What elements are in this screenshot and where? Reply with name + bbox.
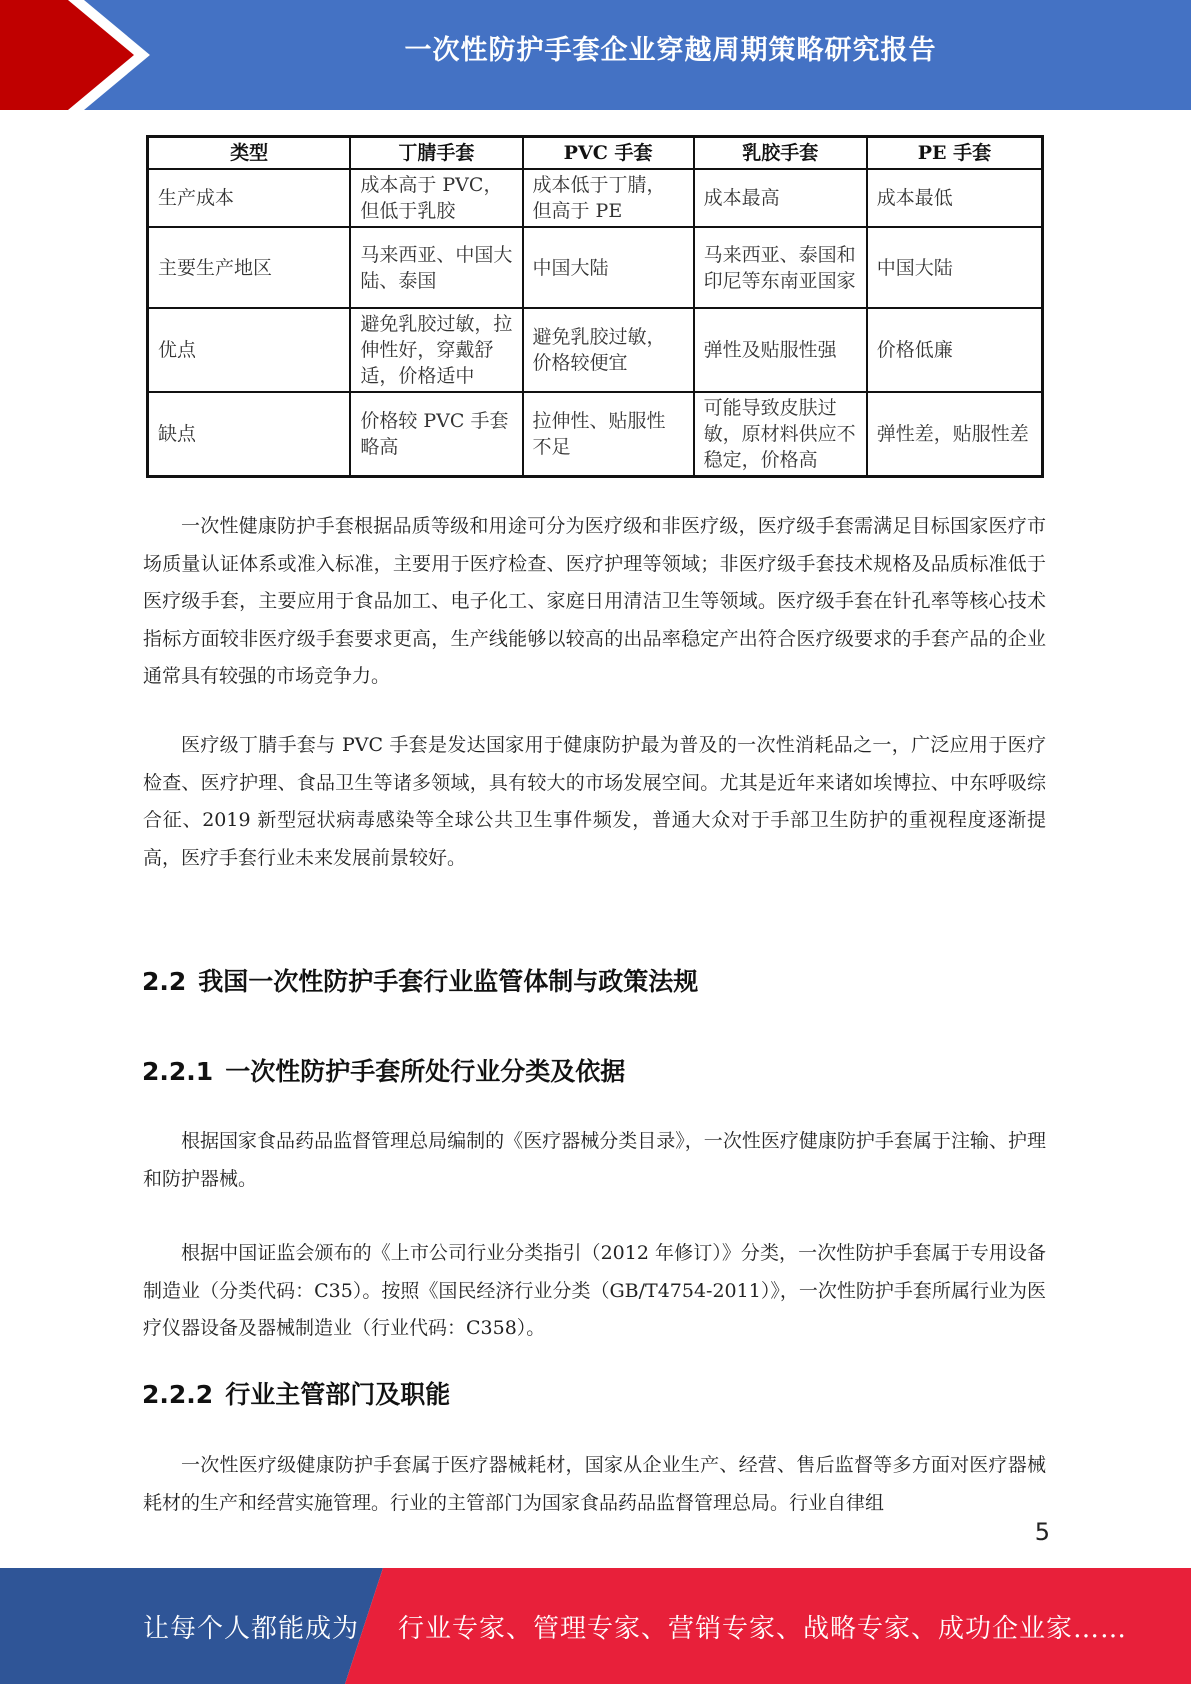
table-header-cell: PE 手套 xyxy=(867,137,1043,170)
table-cell: 成本高于 PVC，但低于乳胶 xyxy=(350,169,522,227)
table-header-cell: 丁腈手套 xyxy=(350,137,522,170)
table-cell: 成本最高 xyxy=(694,169,867,227)
table-row xyxy=(148,308,1043,392)
table-cell: 弹性差，贴服性差 xyxy=(867,392,1043,477)
table-cell: 马来西亚、中国大陆、泰国 xyxy=(350,227,522,308)
section-number: 2.2 xyxy=(142,967,187,996)
section-heading-2-2-2 xyxy=(142,1375,450,1411)
table-header-row xyxy=(148,137,1043,170)
footer-slogan-right: 行业专家、管理专家、营销专家、战略专家、成功企业家…… xyxy=(398,1614,1128,1644)
paragraph-market-outlook: 医疗级丁腈手套与 PVC 手套是发达国家用于健康防护最为普及的一次性消耗品之一，广泛应用于医疗检查、医疗护理、食品卫生等诸多领域，具有较大的市场发展空间。尤其是近年来诸如埃博拉、中东呼吸综合征、2019 新型冠状病毒感染等全球公共卫生事件频发，普通大众对于手部卫生防护的重视程度逐渐提高，医疗手套行业未来发展前景较好。 xyxy=(143,734,1046,869)
glove-comparison-table xyxy=(146,135,1044,478)
table-cell: 中国大陆 xyxy=(523,227,694,308)
table-cell: 成本低于丁腈，但高于 PE xyxy=(523,169,694,227)
table-cell: 避免乳胶过敏，价格较便宜 xyxy=(523,308,694,392)
table-header-cell: 乳胶手套 xyxy=(694,137,867,170)
table-cell: 避免乳胶过敏，拉伸性好，穿戴舒适，价格适中 xyxy=(350,308,522,392)
table-cell: 中国大陆 xyxy=(867,227,1043,308)
table-cell: 主要生产地区 xyxy=(148,227,351,308)
report-title: 一次性防护手套企业穿越周期策略研究报告 xyxy=(404,35,937,66)
table-cell: 价格较 PVC 手套略高 xyxy=(350,392,522,477)
table-row xyxy=(148,392,1043,477)
section-title: 我国一次性防护手套行业监管体制与政策法规 xyxy=(198,967,699,996)
section-title: 行业主管部门及职能 xyxy=(225,1380,451,1409)
paragraph-industry-code: 根据中国证监会颁布的《上市公司行业分类指引（2012 年修订）》分类，一次性防护手套属于专用设备制造业（分类代码：C35）。按照《国民经济行业分类（GB/T4754-2011）》，一次性防护手套所属行业为医疗仪器设备及器械制造业（行业代码：C358）。 xyxy=(143,1242,1046,1339)
paragraph-glove-classification: 一次性健康防护手套根据品质等级和用途可分为医疗级和非医疗级，医疗级手套需满足目标国家医疗市场质量认证体系或准入标准，主要用于医疗检查、医疗护理等领域；非医疗级手套技术规格及品质标准低于医疗级手套，主要应用于食品加工、电子化工、家庭日用清洁卫生等领域。医疗级手套在针孔率等核心技术指标方面较非医疗级手套要求更高，生产线能够以较高的出品率稳定产出符合医疗级要求的手套产品的企业通常具有较强的市场竞争力。 xyxy=(143,515,1046,687)
table-cell: 缺点 xyxy=(148,392,351,477)
header-arrow-decoration xyxy=(0,0,160,110)
section-number: 2.2.1 xyxy=(142,1057,214,1086)
footer-slogan-left: 让每个人都能成为 xyxy=(143,1614,360,1644)
paragraph-device-catalog: 根据国家食品药品监督管理总局编制的《医疗器械分类目录》，一次性医疗健康防护手套属于注输、护理和防护器械。 xyxy=(143,1130,1046,1190)
page-header xyxy=(0,0,1191,110)
table-row xyxy=(148,169,1043,227)
table-header-cell: 类型 xyxy=(148,137,351,170)
table-cell: 马来西亚、泰国和印尼等东南亚国家 xyxy=(694,227,867,308)
table-cell: 成本最低 xyxy=(867,169,1043,227)
section-title: 一次性防护手套所处行业分类及依据 xyxy=(225,1057,626,1086)
page-number: 5 xyxy=(1034,1518,1050,1546)
table-cell: 弹性及贴服性强 xyxy=(694,308,867,392)
table-cell: 拉伸性、贴服性不足 xyxy=(523,392,694,477)
paragraph-regulator: 一次性医疗级健康防护手套属于医疗器械耗材，国家从企业生产、经营、售后监督等多方面对医疗器械耗材的生产和经营实施管理。行业的主管部门为国家食品药品监督管理总局。行业自律组 xyxy=(143,1454,1046,1514)
section-heading-2-2 xyxy=(142,962,698,998)
table-cell: 可能导致皮肤过敏，原材料供应不稳定，价格高 xyxy=(694,392,867,477)
table-cell: 优点 xyxy=(148,308,351,392)
table-header-cell: PVC 手套 xyxy=(523,137,694,170)
table-cell: 生产成本 xyxy=(148,169,351,227)
table-row xyxy=(148,227,1043,308)
section-heading-2-2-1 xyxy=(142,1052,625,1088)
page-footer xyxy=(0,1568,1191,1684)
table-cell: 价格低廉 xyxy=(867,308,1043,392)
section-number: 2.2.2 xyxy=(142,1380,214,1409)
